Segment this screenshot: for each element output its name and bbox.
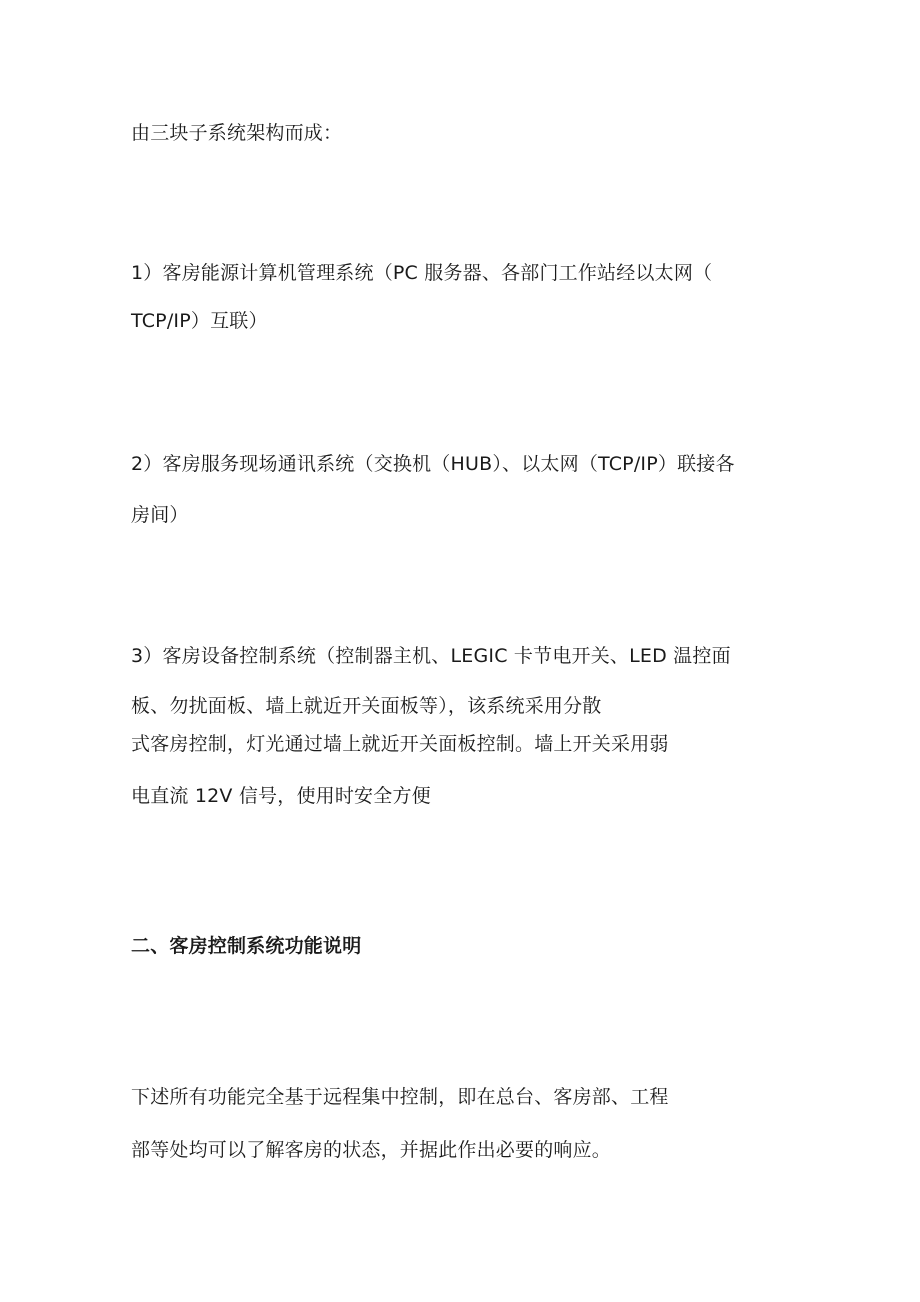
section-heading: 二、客房控制系统功能说明 [131, 935, 362, 957]
item3-line2: 板、勿扰面板、墙上就近开关面板等），该系统采用分散 [131, 695, 602, 717]
item3-line3: 式客房控制，灯光通过墙上就近开关面板控制。墙上开关采用弱 [131, 733, 669, 755]
para-line1: 下述所有功能完全基于远程集中控制，即在总台、客房部、工程 [131, 1086, 669, 1108]
item2-line2: 房间） [131, 504, 189, 526]
item1-line1: 1）客房能源计算机管理系统（PC 服务器、各部门工作站经以太网（ [131, 262, 713, 284]
item1-line2: TCP/IP）互联） [131, 310, 268, 332]
intro-text: 由三块子系统架构而成： [131, 122, 343, 144]
para-line2: 部等处均可以了解客房的状态，并据此作出必要的响应。 [131, 1139, 612, 1161]
item2-line1: 2）客房服务现场通讯系统（交换机（HUB）、以太网（TCP/IP）联接各 [131, 453, 735, 475]
item3-line1: 3）客房设备控制系统（控制器主机、LEGIC 卡节电开关、LED 温控面 [131, 645, 731, 667]
item3-line4: 电直流 12V 信号，使用时安全方便 [131, 785, 431, 807]
